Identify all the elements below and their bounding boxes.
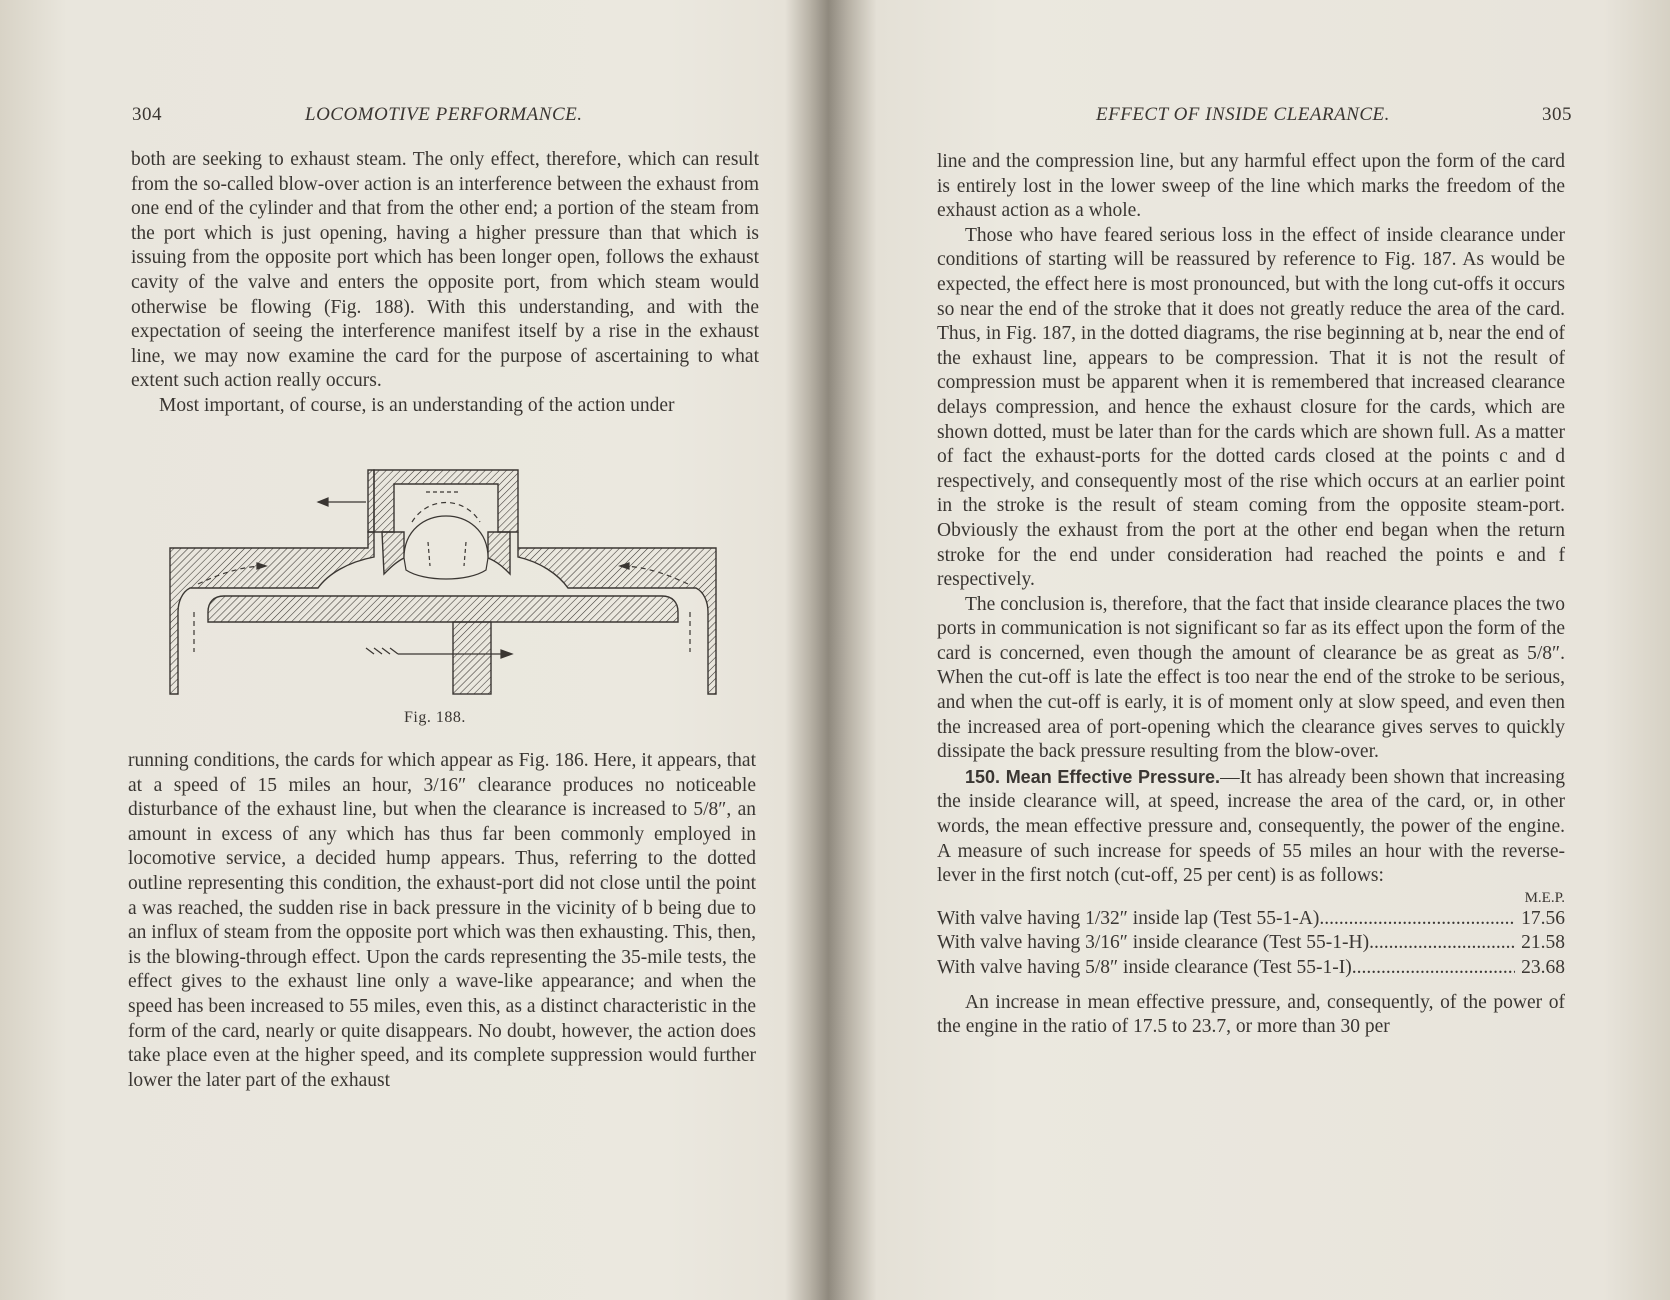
piston-rod	[453, 622, 491, 694]
figure-caption: Fig. 188.	[404, 709, 466, 726]
left-text-bottom	[128, 749, 756, 1093]
section-number: 150.	[965, 766, 1001, 787]
running-head: LOCOMOTIVE PERFORMANCE.	[305, 104, 583, 125]
paragraph: The conclusion is, therefore, that the fact that inside clearance places the two ports in communication is not significant so far as its effect upon the form of the card is concerned, even though the amount of clearance be as great as 5/8″. When the cut-off is late the effect is too near the end of the stroke to be serious, and when the cut-off is early, it is of moment only at slow speed, and even then the increased area of port-opening which the clearance gives serves to quickly dissipate the back pressure resulting from the blow-over.	[937, 593, 1565, 763]
mep-table	[937, 907, 1565, 981]
paragraph: Those who have feared serious loss in the effect of inside clearance under conditions of starting will be reassured by reference to Fig. 187. As would be expected, the effect here is most pronounced, but with the long cut-offs it occurs so near the end of the stroke that it does not greatly reduce the area of the card. Thus, in Fig. 187, in the dotted diagrams, the rise beginning at b, near the end of the exhaust line, appears to be compression. That it is not the result of compression must be apparent when it is remembered that increased clearance delays compression, and hence the exhaust closure for the cards, which are shown dotted, must be later than for the cards which are shown full. As a matter of fact the exhaust-ports for the dotted cards closed at the points c and d respectively, and consequently most of the rise which occurs at an earlier point in the stroke is the result of steam coming from the opposite steam-port. Obviously the exhaust from the port at the other end began when the return stroke for the end under consideration had reached the points e and f respectively.	[937, 224, 1565, 591]
valve-diagram-figure	[168, 462, 718, 702]
right-text	[937, 150, 1565, 1040]
paragraph: Most important, of course, is an understanding of the action under	[159, 394, 675, 416]
paragraph: An increase in mean effective pressure, and, consequently, of the power of the engine in the ratio of 17.5 to 23.7, or more than 30 per	[937, 991, 1565, 1038]
left-text-top	[131, 148, 759, 419]
left-page	[0, 0, 800, 1300]
section-title: Mean Effective Pressure.	[1005, 766, 1221, 787]
paragraph: both are seeking to exhaust steam. The only effect, therefore, which can result from the so-called blow-over action is an interference between the exhaust from one end of the cylinder and that from the other end; a portion of the steam from the port which is just opening, having a higher pressure than that which is issuing from the opposite port which has been longer open, follows the exhaust cavity of the valve and enters the opposite port, from which steam would otherwise be flowing (Fig. 188). With this understanding, and with the expectation of seeing the interference manifest itself by a rise in the exhaust line, we may now examine the card for the purpose of ascertaining to what extent such action really occurs.	[131, 149, 759, 392]
running-head: EFFECT OF INSIDE CLEARANCE.	[1096, 104, 1390, 125]
paragraph: running conditions, the cards for which appear as Fig. 186. Here, it appears, that at a speed of 15 miles an hour, 3/16″ clearance produces no noticeable disturbance of the exhaust line, but when the clearance is increased to 5/8″, an amount in excess of any which has thus far been commonly employed in locomotive service, a decided hump appears. Thus, referring to the dotted outline representing this condition, the exhaust-port did not close until the point a was reached, the sudden rise in back pressure in the vicinity of b being due to an influx of steam from the opposite port which was then exhausting. This, then, is the blowing-through effect. Upon the cards representing the 35-mile tests, the effect gives to the exhaust line only a wave-like appearance; and when the speed has been increased to 55 miles, even this, as a distinct characteristic in the form of the card, nearly or quite disappears. No doubt, however, the action does take place even at the higher speed, and its complete suppression would further lower the later part of the exhaust	[128, 750, 756, 1091]
page-number: 305	[1542, 104, 1572, 125]
passage-block	[208, 596, 678, 622]
table-row: With valve having 3/16″ inside clearance (Test 55-1-H) ..... 21.58	[937, 931, 1565, 956]
paragraph	[937, 765, 1565, 889]
table-row: With valve having 1/32″ inside lap (Test 55-1-A) ..... 17.56	[937, 907, 1565, 932]
paragraph: line and the compression line, but any harmful effect upon the form of the card is entirely lost in the lower sweep of the line which marks the freedom of the exhaust action as a whole.	[937, 151, 1565, 222]
exhaust-cavity	[404, 516, 488, 579]
right-page	[840, 0, 1670, 1300]
section-body: —It has already been shown that increasing the inside clearance will, at speed, increase the area of the card, or, in other words, the mean effective pressure and, consequently, the power of the engine. A measure of such increase for speeds of 55 miles an hour with the reverse-lever in the first notch (cut-off, 25 per cent) is as follows:	[937, 766, 1565, 887]
table-row: With valve having 5/8″ inside clearance (Test 55-1-I) ..... 23.68	[937, 956, 1565, 981]
table-header: M.E.P.	[1524, 889, 1565, 906]
page-number: 304	[132, 104, 162, 125]
